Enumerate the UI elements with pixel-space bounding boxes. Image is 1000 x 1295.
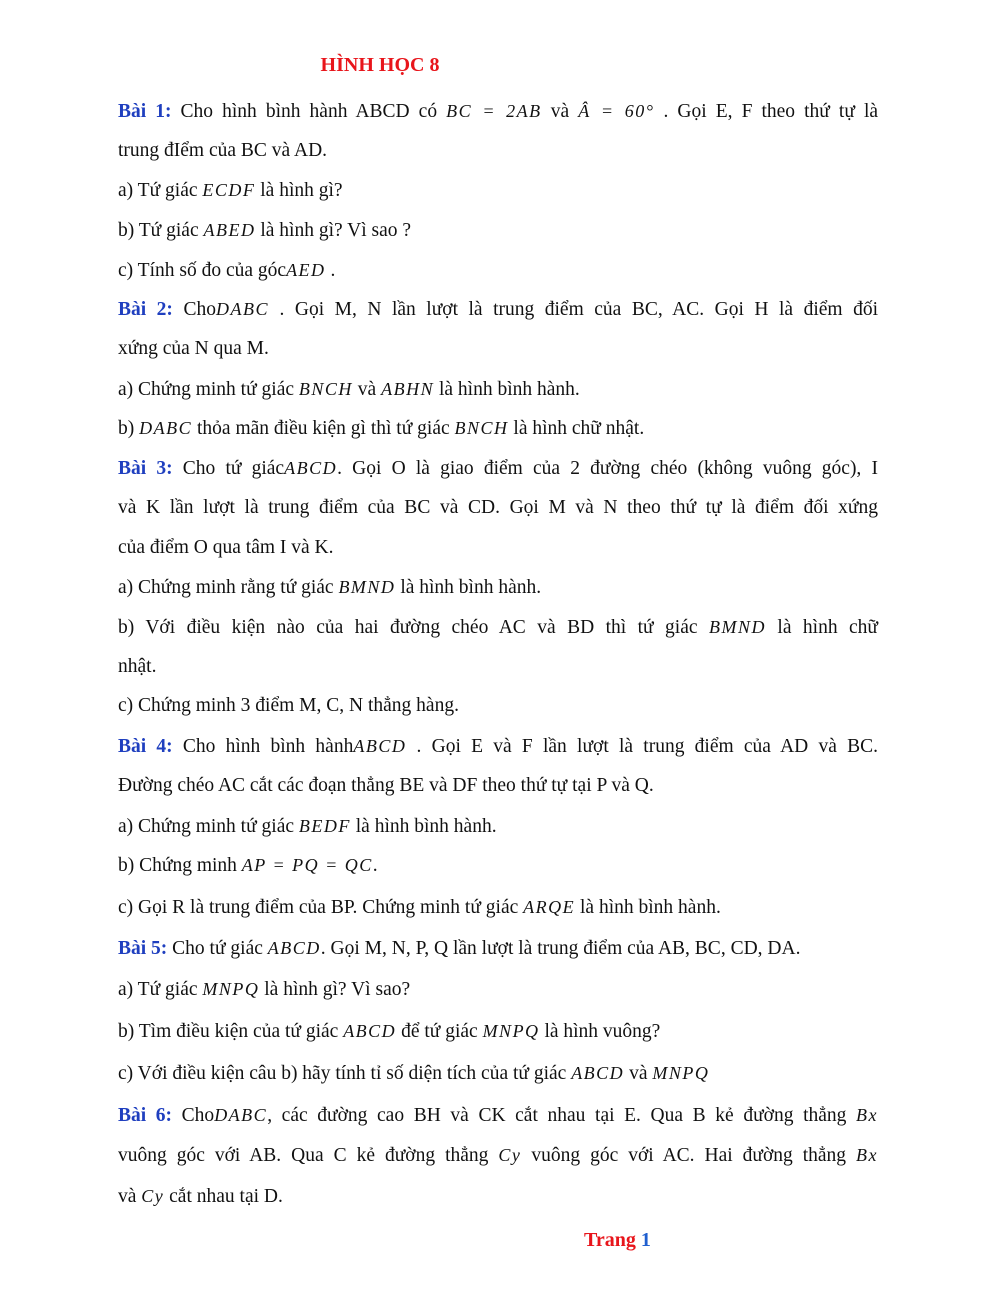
exercise-label: Bài 2: xyxy=(118,299,173,320)
exercise-label: Bài 3: xyxy=(118,458,173,479)
math-expr: BNCH xyxy=(298,379,353,399)
text-span: . xyxy=(325,260,336,281)
text-span: là hình bình hành. xyxy=(350,816,497,837)
text-span: b) xyxy=(118,418,140,439)
math-expr: ABCD xyxy=(353,736,407,756)
text-span: b) Chứng minh xyxy=(118,855,242,876)
text-span: vuông góc với AB. Qua C kẻ đường thẳng xyxy=(118,1145,499,1166)
exercise-6-line xyxy=(118,1102,878,1129)
text-span: b) Tứ giác xyxy=(118,220,204,241)
exercise-label: Bài 4: xyxy=(118,736,173,757)
math-expr: ABCD xyxy=(571,1063,625,1083)
text-line xyxy=(118,693,878,719)
text-line xyxy=(118,376,878,403)
text-span: , các đường cao BH và CK cắt nhau tại E. Qua B kẻ đường thẳng xyxy=(267,1105,857,1126)
exercise-2-line xyxy=(118,296,878,323)
text-span: và xyxy=(352,379,382,400)
text-span: để tứ giác xyxy=(396,1021,483,1042)
text-span: và K lần lượt là trung điểm của BC và CD. Gọi M và N theo thứ tự là điểm đối xứng xyxy=(118,497,878,518)
text-line xyxy=(118,1183,878,1210)
text-span: a) Chứng minh tứ giác xyxy=(118,816,299,837)
text-span: c) Gọi R là trung điểm của BP. Chứng minh tứ giác xyxy=(118,897,524,918)
exercise-4-line xyxy=(118,733,878,760)
text-line xyxy=(118,654,878,680)
math-expr: MNPQ xyxy=(482,1021,540,1041)
math-expr: AED xyxy=(286,260,326,280)
text-line xyxy=(118,614,878,641)
text-line xyxy=(118,138,878,164)
exercise-5-line xyxy=(118,935,878,962)
text-span: vuông góc với AC. Hai đường thẳng xyxy=(521,1145,857,1166)
text-line xyxy=(118,976,878,1003)
text-span: là hình bình hành. xyxy=(395,577,542,598)
text-span: là hình chữ xyxy=(765,617,878,638)
math-expr: Bx xyxy=(856,1145,879,1165)
text-line xyxy=(118,852,878,879)
text-line xyxy=(118,257,878,284)
text-span: của điểm O qua tâm I và K. xyxy=(118,537,334,558)
exercise-label: Bài 6: xyxy=(118,1105,173,1126)
text-span: a) Tứ giác xyxy=(118,180,203,201)
math-expr: ABHN xyxy=(381,379,435,399)
text-line xyxy=(118,894,878,921)
text-line xyxy=(118,535,878,561)
text-line xyxy=(118,217,878,244)
text-span: nhật. xyxy=(118,656,157,677)
text-span: là hình vuông? xyxy=(539,1021,661,1042)
text-span: trung đIểm của BC và AD. xyxy=(118,140,328,161)
text-span: Đường chéo AC cắt các đoạn thẳng BE và DF theo thứ tự tại P và Q. xyxy=(118,775,654,796)
text-span: a) Tứ giác xyxy=(118,979,203,1000)
text-span: thỏa mãn điều kiện gì thì tứ giác xyxy=(192,418,455,439)
page-number: 1 xyxy=(640,1229,651,1251)
text-span: xứng của N qua M. xyxy=(118,338,269,359)
text-span: a) Chứng minh tứ giác xyxy=(118,379,299,400)
text-line xyxy=(118,574,878,601)
text-span: Cho xyxy=(172,299,216,320)
text-line xyxy=(118,1018,878,1045)
text-span: là hình chữ nhật. xyxy=(508,418,645,439)
exercise-label: Bài 1: xyxy=(118,101,172,122)
text-line xyxy=(118,495,878,521)
text-span: và xyxy=(118,1186,142,1207)
text-line xyxy=(118,1060,878,1087)
math-expr: BEDF xyxy=(298,816,351,836)
text-span: a) Chứng minh rằng tứ giác xyxy=(118,577,339,598)
math-expr: AP = PQ = QC xyxy=(241,855,373,875)
math-expr: ABCD xyxy=(343,1021,397,1041)
math-expr: DABC xyxy=(215,299,269,319)
text-span: Cho xyxy=(172,1105,215,1126)
text-span: b) Với điều kiện nào của hai đường chéo AC và BD thì tứ giác xyxy=(118,617,709,638)
text-span: là hình gì? Vì sao ? xyxy=(255,220,412,241)
math-expr: DABC xyxy=(214,1105,268,1125)
text-span: là hình bình hành. xyxy=(575,897,721,918)
text-line xyxy=(118,1142,878,1169)
text-span: và xyxy=(541,101,579,122)
exercise-3-line xyxy=(118,455,878,482)
page-title: HÌNH HỌC 8 xyxy=(320,54,440,76)
text-span: cắt nhau tại D. xyxy=(164,1186,283,1207)
page-footer xyxy=(584,1229,651,1252)
math-expr: ABCD xyxy=(284,458,338,478)
math-expr: Cy xyxy=(498,1145,522,1165)
text-span: và xyxy=(624,1063,653,1084)
math-expr: ABCD xyxy=(267,938,321,958)
math-expr: ARQE xyxy=(523,897,576,917)
math-expr: DABC xyxy=(139,418,193,438)
math-expr: MNPQ xyxy=(202,979,260,999)
text-span: c) Chứng minh 3 điểm M, C, N thẳng hàng. xyxy=(118,695,459,716)
text-line xyxy=(118,177,878,204)
text-span: c) Với điều kiện câu b) hãy tính tỉ số diện tích của tứ giác xyxy=(118,1063,572,1084)
text-span: là hình bình hành. xyxy=(434,379,580,400)
text-span: Cho hình bình hành xyxy=(172,736,354,757)
text-span: b) Tìm điều kiện của tứ giác xyxy=(118,1021,344,1042)
math-expr: BMND xyxy=(708,617,766,637)
text-line xyxy=(118,415,878,442)
text-line xyxy=(118,336,878,362)
page-label: Trang xyxy=(584,1229,636,1251)
text-span: Cho tứ giác xyxy=(172,458,285,479)
text-span: c) Tính số đo của góc xyxy=(118,260,287,281)
math-expr: Cy xyxy=(141,1186,165,1206)
text-span: Cho hình bình hành ABCD có xyxy=(171,101,447,122)
text-span: . Gọi E và F lần lượt là trung điểm của AD và BC. xyxy=(406,736,879,757)
math-expr: MNPQ xyxy=(652,1063,710,1083)
math-expr: BMND xyxy=(338,577,396,597)
math-expr: ECDF xyxy=(202,180,256,200)
exercise-1-line xyxy=(118,98,878,125)
math-expr: ABED xyxy=(203,220,256,240)
exercise-label: Bài 5: xyxy=(118,938,168,959)
math-expr: Bx xyxy=(856,1105,879,1125)
text-span: Cho tứ giác xyxy=(167,938,268,959)
text-span: là hình gì? Vì sao? xyxy=(259,979,411,1000)
text-line xyxy=(118,813,878,840)
text-span: . xyxy=(372,855,378,876)
math-expr: Â = 60° xyxy=(578,101,655,121)
text-span: . Gọi M, N lần lượt là trung điểm của BC, AC. Gọi H là điểm đối xyxy=(268,299,878,320)
text-line xyxy=(118,773,878,799)
math-expr: BNCH xyxy=(454,418,509,438)
math-expr: BC = 2AB xyxy=(446,101,542,121)
text-span: . Gọi M, N, P, Q lần lượt là trung điểm của AB, BC, CD, DA. xyxy=(320,938,801,959)
text-span: . Gọi E, F theo thứ tự là xyxy=(654,101,879,122)
text-span: . Gọi O là giao điểm của 2 đường chéo (không vuông góc), I xyxy=(337,458,878,479)
text-span: là hình gì? xyxy=(255,180,343,201)
